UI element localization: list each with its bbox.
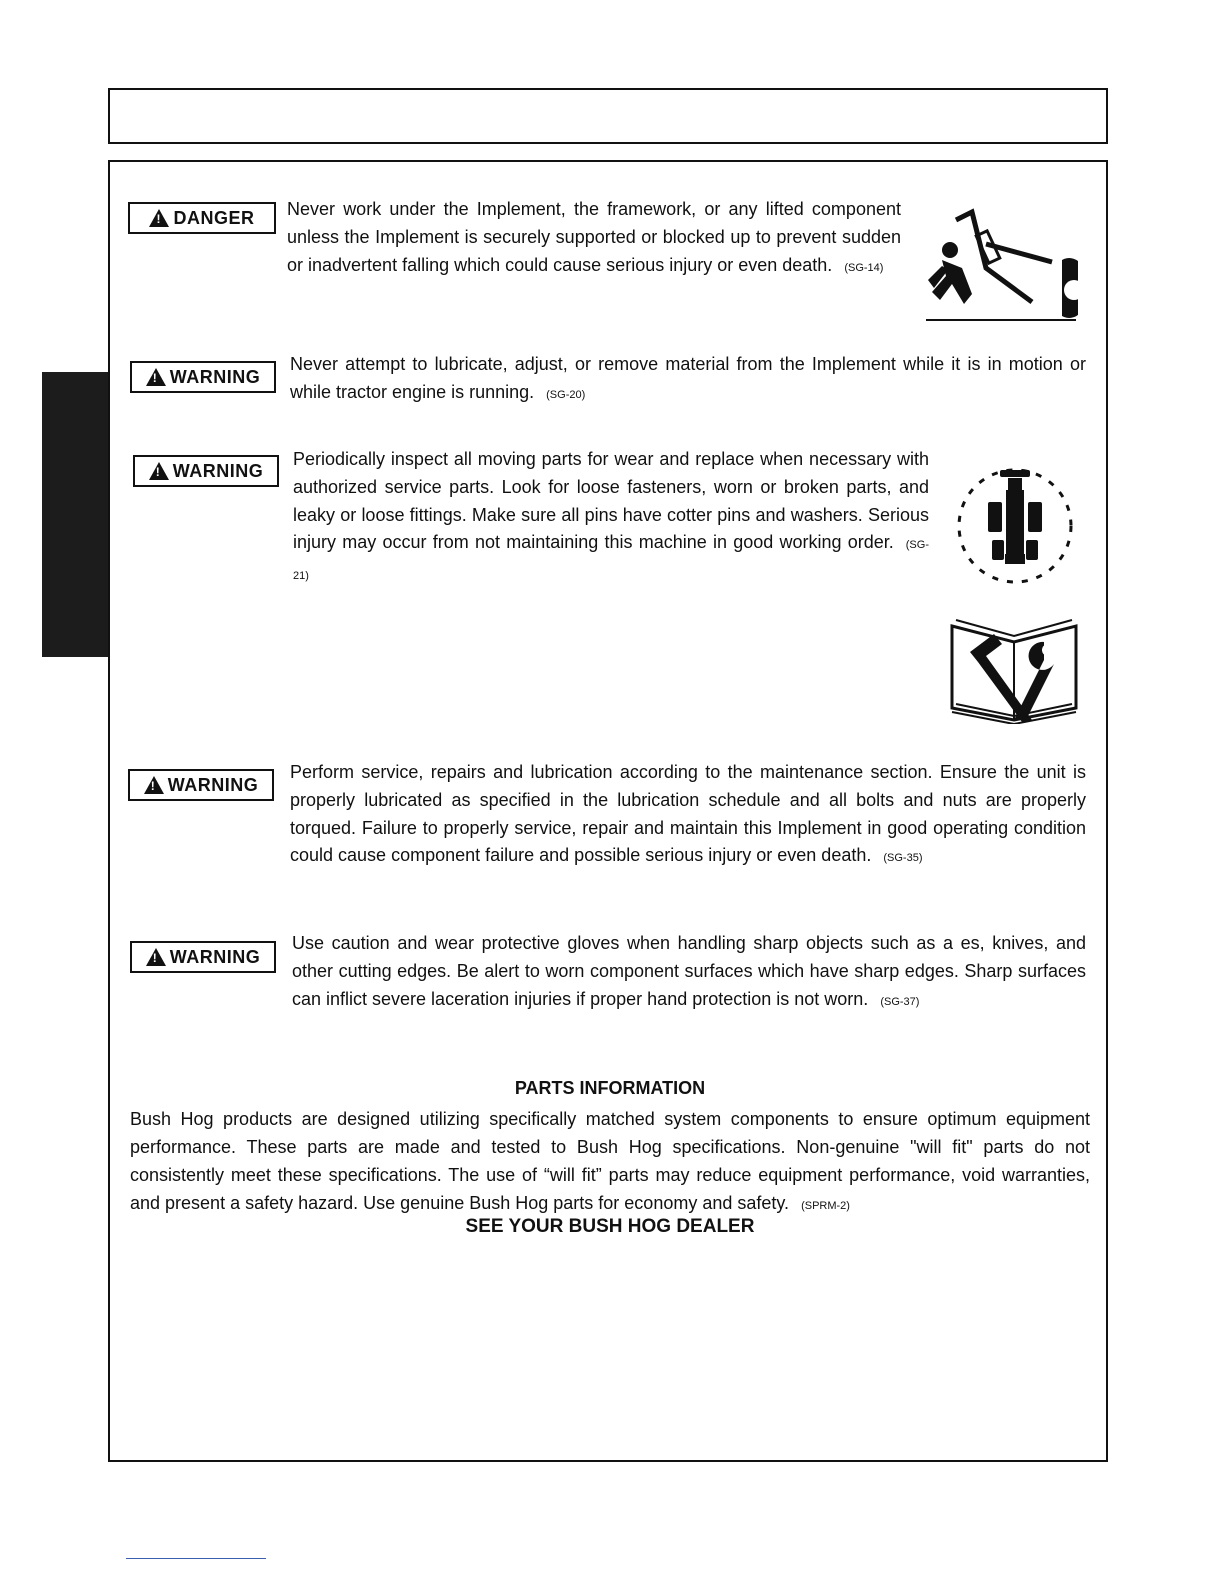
safety-message: Use caution and wear protective gloves when handling sharp objects such as a es, knives, and other cutting edges. Be alert to worn component surfaces which have sharp edges. Sharp surfaces can inflict severe laceration injuries if proper hand protection is not worn. (SG-37)	[292, 933, 1086, 1009]
badge-label: WARNING	[169, 946, 261, 967]
warning-badge	[128, 769, 274, 801]
badge-label: WARNING	[169, 366, 261, 387]
parts-information-title: PARTS INFORMATION	[514, 1078, 706, 1098]
safety-message: Periodically inspect all moving parts for wear and replace when necessary with authorized service parts. Look for loose fasteners, worn or broken parts, and leaky or loose fittings. Make sure all pins have cotter pins and washers. Serious injury may occur from not maintaining this machine in good working order. (SG-21)	[293, 449, 929, 583]
crush-hazard-icon	[922, 208, 1078, 324]
safety-code: (SG-37)	[880, 995, 920, 1008]
safety-message: Perform service, repairs and lubrication according to the maintenance section. Ensure the unit is properly lubricated as specified in the lubrication schedule and all bolts and nuts are properly torqued. Failure to properly service, repair and maintain this Implement in good operating condition could cause component failure and possible serious injury or even death. (SG-35)	[290, 762, 1086, 866]
footer-rule	[126, 1558, 266, 1559]
tractor-icon	[950, 460, 1080, 592]
parts-code: (SPRM-2)	[801, 1200, 850, 1212]
warning-badge	[133, 455, 279, 487]
page-header-box	[108, 88, 1108, 144]
badge-label: DANGER	[173, 207, 255, 228]
safety-code: (SG-35)	[883, 852, 923, 865]
safety-code: (SG-20)	[546, 388, 586, 401]
alert-icon	[146, 368, 166, 386]
alert-icon	[144, 776, 164, 794]
parts-information-body: Bush Hog products are designed utilizing specifically matched system components to ensure optimum equipment performance. These parts are made and tested to Bush Hog specifications. Non-genuine "will fit" parts do not consistently meet these specifications. The use of “will fit” parts may reduce equipment performance, void warranties, and present a safety hazard. Use genuine Bush Hog parts for economy and safety. (SPRM-2)	[130, 1109, 1090, 1213]
safety-code: (SG-21)	[293, 539, 929, 583]
service-manual-icon	[948, 612, 1080, 724]
alert-icon	[149, 462, 169, 480]
safety-message: Never work under the Implement, the framework, or any lifted component unless the Implement is securely supported or blocked up to prevent sudden or inadvertent falling which could cause serious injury or even death. (SG-14)	[287, 199, 901, 275]
dealer-notice: SEE YOUR BUSH HOG DEALER	[465, 1216, 755, 1237]
section-tab	[42, 372, 108, 657]
warning-badge	[130, 941, 276, 973]
alert-icon	[149, 209, 169, 227]
safety-message: Never attempt to lubricate, adjust, or remove material from the Implement while it is in motion or while tractor engine is running. (SG-20)	[290, 354, 1086, 402]
badge-label: WARNING	[167, 774, 259, 795]
warning-badge	[130, 361, 276, 393]
badge-label: WARNING	[172, 460, 264, 481]
safety-code: (SG-14)	[844, 261, 884, 274]
danger-badge	[128, 202, 276, 234]
alert-icon	[146, 948, 166, 966]
